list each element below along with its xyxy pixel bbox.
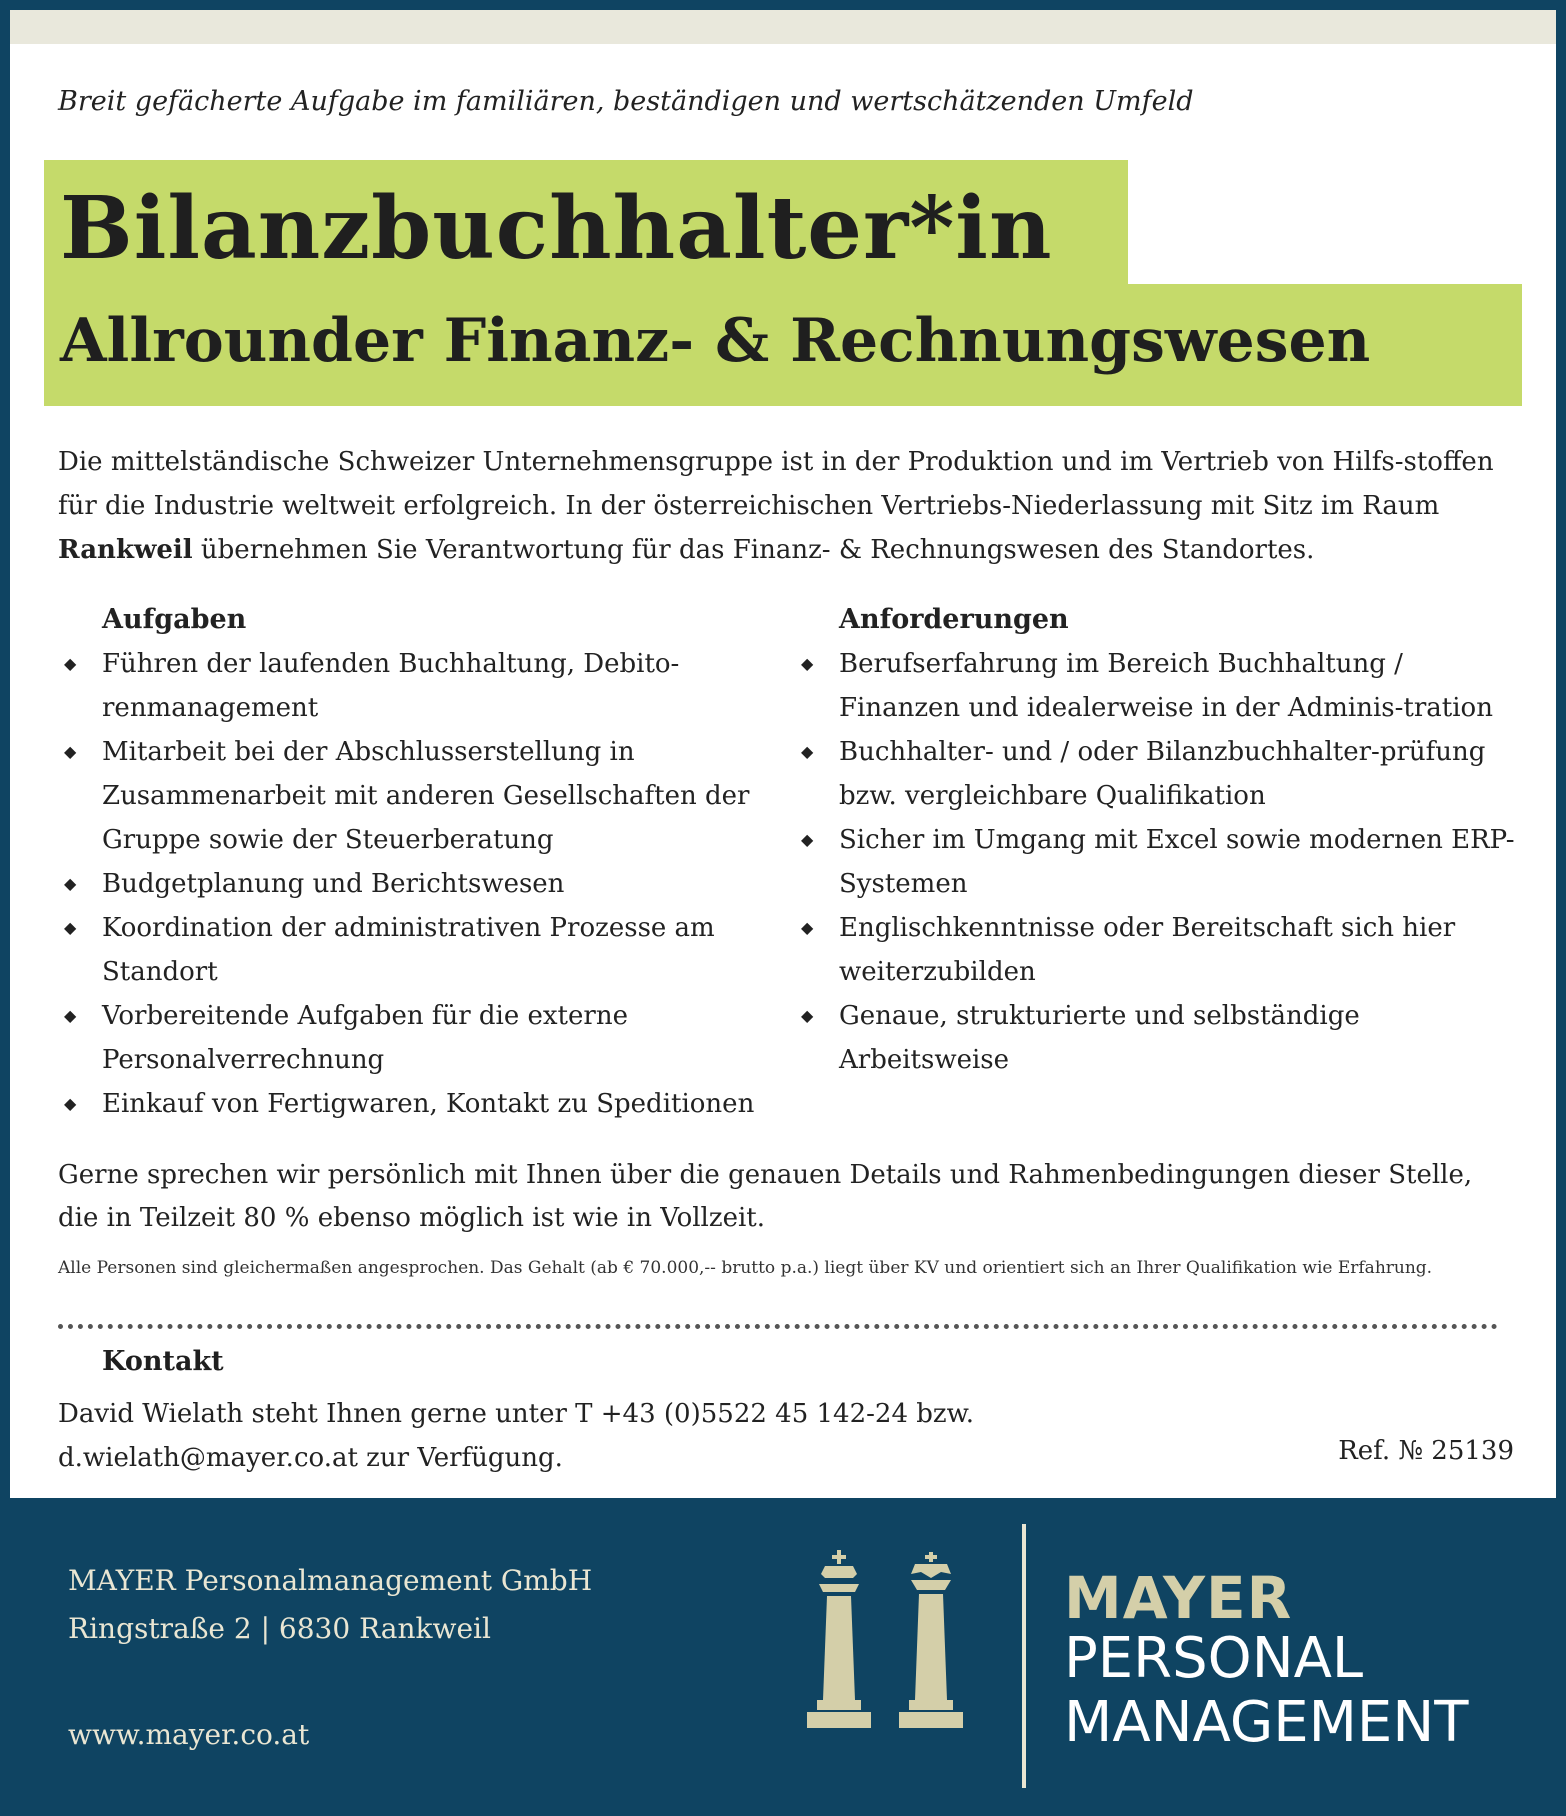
diamond-bullet-icon: ◆ xyxy=(801,654,814,673)
company-name: MAYER Personalmanagement GmbH xyxy=(68,1564,593,1597)
requirements-section xyxy=(795,598,1515,1082)
diamond-bullet-icon: ◆ xyxy=(801,1006,814,1025)
diamond-bullet-icon: ◆ xyxy=(64,742,77,761)
intro-text-2: übernehmen Sie Verantwortung für das Finanz- & Rechnungswesen des Standortes. xyxy=(192,535,1315,565)
closing-paragraph: Gerne sprechen wir persönlich mit Ihnen über die genauen Details und Rahmenbedingungen dieser Stelle, die in Teilzeit 80 % ebenso möglich ist wie in Vollzeit. xyxy=(58,1160,1473,1233)
dotted-divider xyxy=(58,1324,1498,1329)
footer-divider xyxy=(1022,1524,1026,1788)
diamond-bullet-icon: ◆ xyxy=(64,1094,77,1113)
list-item: ◆ Sicher im Umgang mit Excel sowie modernen ERP-Systemen xyxy=(795,818,1515,906)
list-item: ◆ Vorbereitende Aufgaben für die externe Personalverrechnung xyxy=(58,994,778,1082)
diamond-bullet-icon: ◆ xyxy=(64,918,77,937)
list-item: ◆ Mitarbeit bei der Abschlusserstellung in Zusammenarbeit mit anderen Gesellschaften der Gruppe sowie der Steuerberatung xyxy=(58,730,778,862)
diamond-bullet-icon: ◆ xyxy=(64,874,77,893)
brand-name: MAYER xyxy=(1064,1564,1293,1632)
job-subtitle: Allrounder Finanz- & Rechnungswesen xyxy=(60,306,1371,376)
diamond-bullet-icon: ◆ xyxy=(801,918,814,937)
tasks-list xyxy=(58,642,778,1126)
top-band xyxy=(10,10,1556,44)
diamond-bullet-icon: ◆ xyxy=(64,654,77,673)
diamond-bullet-icon: ◆ xyxy=(64,1006,77,1025)
intro-location: Rankweil xyxy=(58,535,193,565)
fineprint: Alle Personen sind gleichermaßen angesprochen. Das Gehalt (ab € 70.000,-- brutto p.a.) liegt über KV und orientiert sich an Ihrer Qualifikation wie Erfahrung. xyxy=(58,1258,1433,1278)
contact-heading: Kontakt xyxy=(102,1346,224,1377)
contact-text: David Wielath steht Ihnen gerne unter T +43 (0)5522 45 142-24 bzw. d.wielath@mayer.co.at zur Verfügung. xyxy=(58,1399,975,1473)
list-item: ◆ Englischkenntnisse oder Bereitschaft sich hier weiterzubilden xyxy=(795,906,1515,994)
tasks-section xyxy=(58,598,778,1126)
list-item: ◆ Budgetplanung und Berichtswesen xyxy=(58,862,778,906)
diamond-bullet-icon: ◆ xyxy=(801,830,814,849)
website-link[interactable]: www.mayer.co.at xyxy=(68,1718,310,1751)
tasks-heading: Aufgaben xyxy=(102,604,247,635)
intro-paragraph xyxy=(58,440,1518,572)
intro-text-1: Die mittelständische Schweizer Unternehmensgruppe ist in der Produktion und im Vertrieb von Hilfs-stoffen für die Industrie weltweit erfolgreich. In der österreichischen Vertriebs-Niederlassung mit Sitz im Raum xyxy=(58,447,1494,521)
company-address: Ringstraße 2 | 6830 Rankweil xyxy=(68,1612,491,1645)
requirements-list xyxy=(795,642,1515,1082)
brand-line-management: MANAGEMENT xyxy=(1064,1690,1469,1755)
list-item: ◆ Genaue, strukturierte und selbständige Arbeitsweise xyxy=(795,994,1515,1082)
list-item: ◆ Einkauf von Fertigwaren, Kontakt zu Speditionen xyxy=(58,1082,778,1126)
list-item: ◆ Führen der laufenden Buchhaltung, Debito-renmanagement xyxy=(58,642,778,730)
brand-line-personal: PERSONAL xyxy=(1064,1626,1364,1691)
list-item: ◆ Koordination der administrativen Prozesse am Standort xyxy=(58,906,778,994)
ad-tagline: Breit gefächerte Aufgabe im familiären, beständigen und wertschätzenden Umfeld xyxy=(58,86,1194,117)
diamond-bullet-icon: ◆ xyxy=(801,742,814,761)
list-item: ◆ Berufserfahrung im Bereich Buchhaltung / Finanzen und idealerweise in der Adminis-tration xyxy=(795,642,1515,730)
reference-number: Ref. № 25139 xyxy=(1338,1436,1514,1466)
job-title: Bilanzbuchhalter*in xyxy=(60,178,1053,279)
list-item: ◆ Buchhalter- und / oder Bilanzbuchhalter-prüfung bzw. vergleichbare Qualifikation xyxy=(795,730,1515,818)
chess-pieces-icon xyxy=(795,1550,995,1750)
requirements-heading: Anforderungen xyxy=(839,604,1069,635)
